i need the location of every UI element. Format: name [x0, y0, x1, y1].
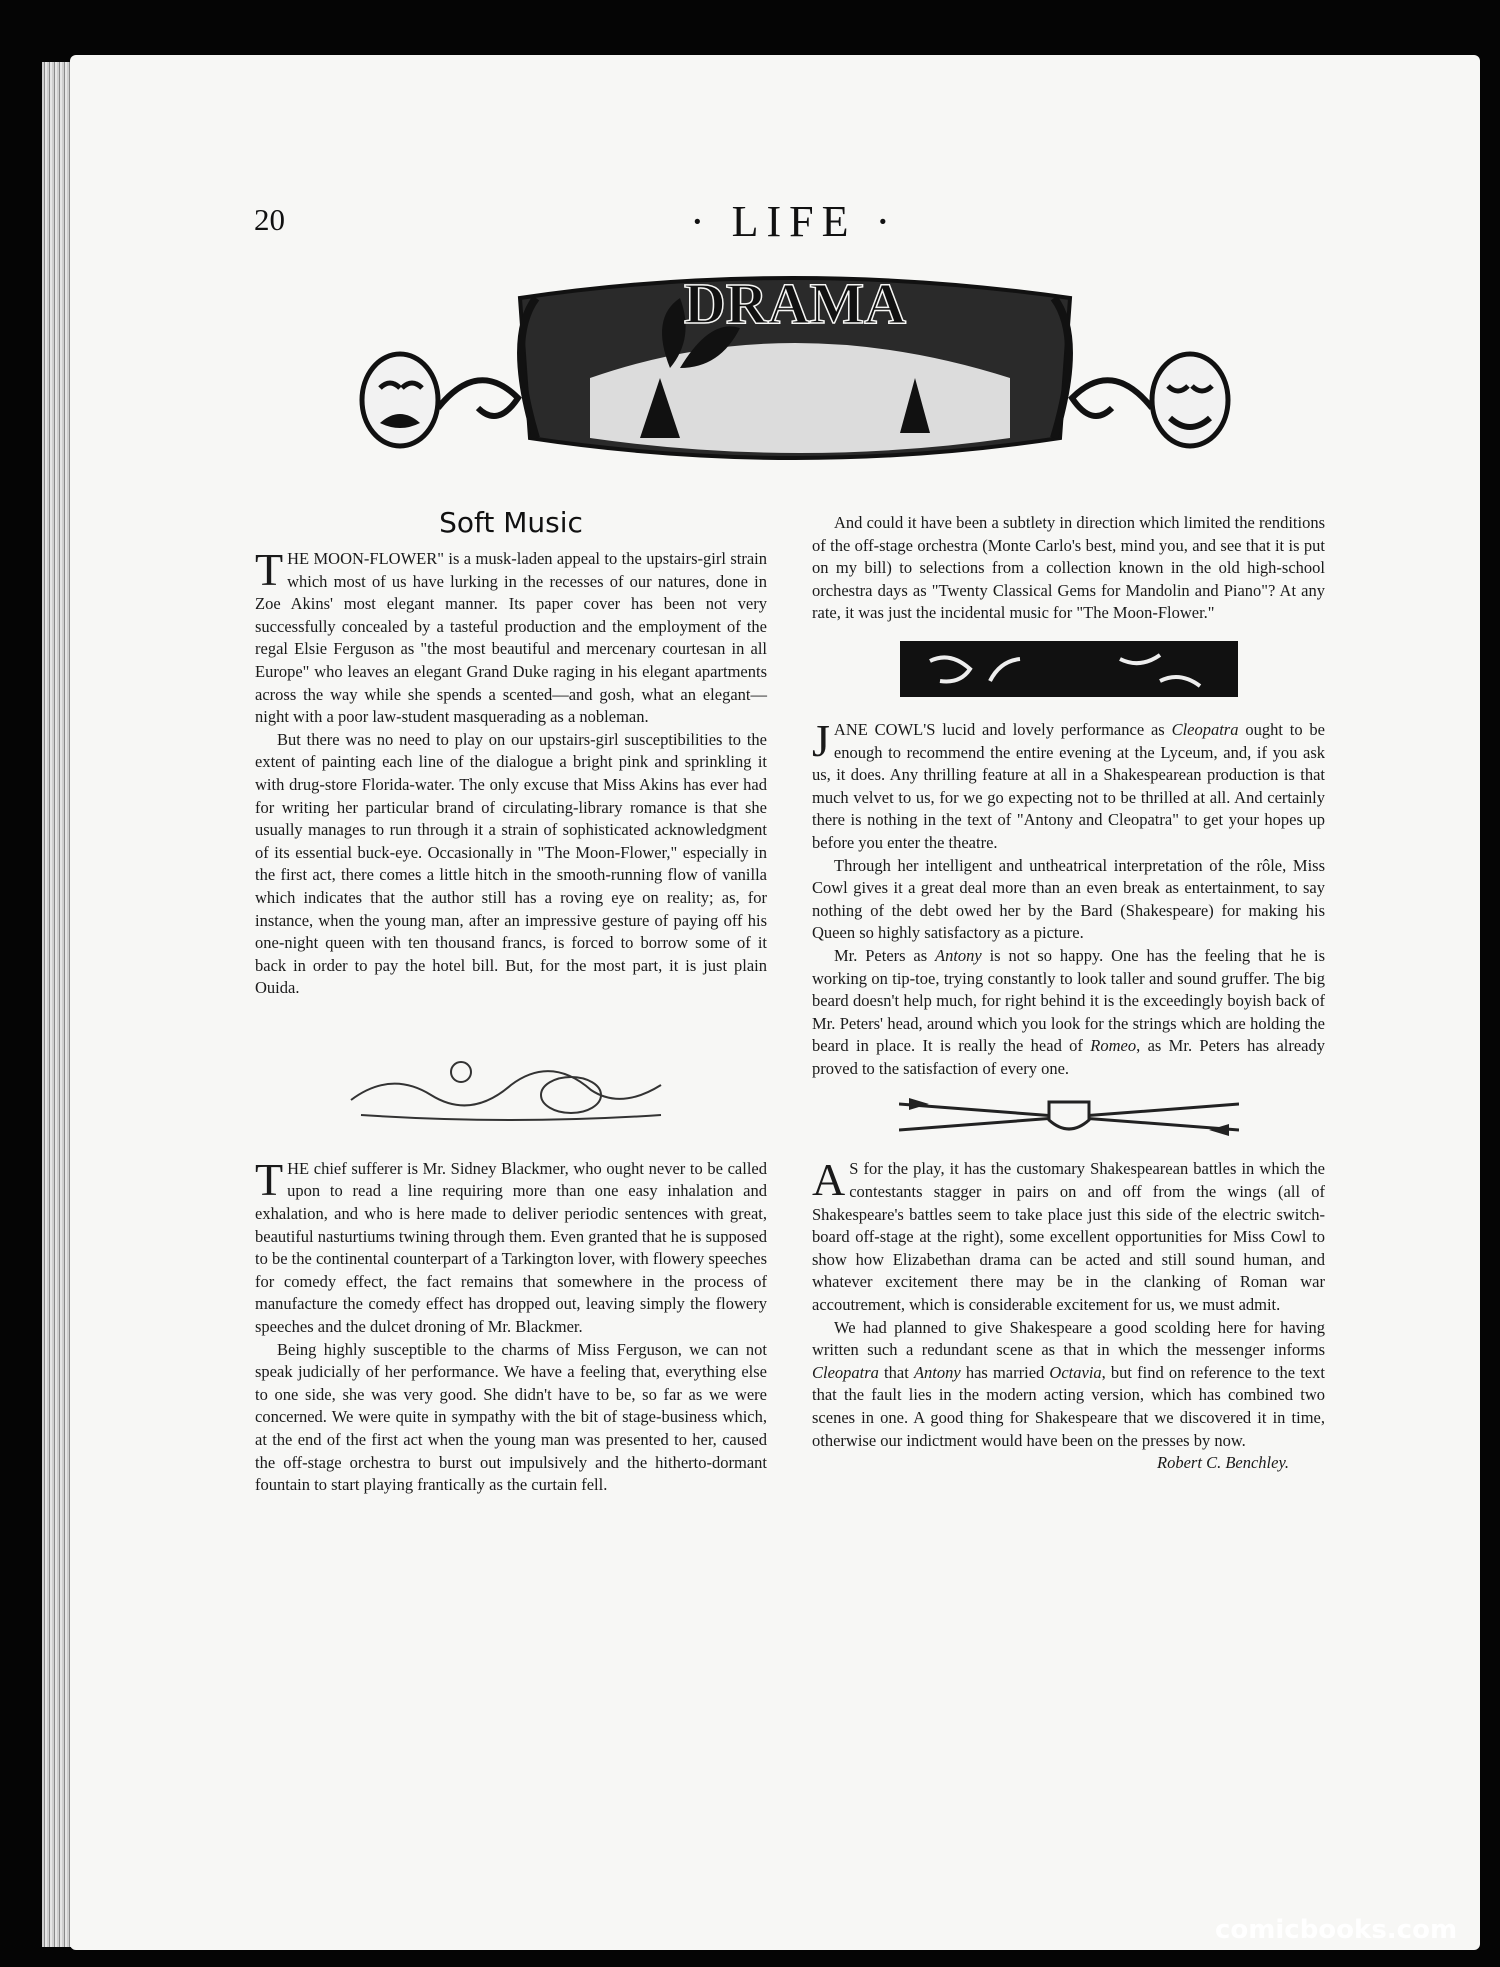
- drop-cap: T: [255, 1153, 284, 1205]
- drama-title: DRAMA: [683, 271, 907, 336]
- right-paragraph-3: Through her intelligent and untheatrical interpretation of the rôle, Miss Cowl gives it a great deal more than an even break as entertainment, to say nothing of the debt owed her by the Bard (Shakespeare) for making his Queen so highly satisfactory as a picture.: [812, 855, 1325, 943]
- nymphs-ornament: [341, 1040, 681, 1130]
- right-paragraph-6: We had planned to give Shakespeare a good scolding here for having written such a redundant scene as that in which the messenger informs Cleopatra that Antony has married Octavia, but find on reference to the text that the fault lies in the modern acting version, which has combined two scenes in one. A good thing for Shakespeare that we discovered it in time, otherwise our indictment would have been on the presses by now. Robert C. Benchley.: [812, 1317, 1325, 1453]
- drop-cap: T: [255, 544, 284, 595]
- left-paragraph-4: Being highly susceptible to the charms of Miss Ferguson, we can not speak judicially of her performance. We have a feeling that, everything else to one side, she was very good. She didn't have to be, so far as we were concerned. We were quite in sympathy with the bit of stage-business which, at the end of the first act when the young man was presented to her, caused the off-stage orchestra to burst out impulsively and the hitherto-dormant fountain to start playing frantically as the curtain fell.: [255, 1339, 767, 1495]
- drop-cap: A: [812, 1154, 846, 1206]
- drama-banner-illustration: [340, 258, 1250, 498]
- right-paragraph-5: A S for the play, it has the customary Shakespearean battles in which the contestants stagger in pairs on and off from the wings (all of Shakespeare's battles seem to take place just this side of the electric switch-board off-stage at the right), some excellent opportunities for Miss Cowl to show how Elizabethan drama can be acted and still sound human, and whatever excitement there may be in the clanking of Roman war accoutrement, which is considerable excitement for us, we must admit.: [812, 1154, 1325, 1315]
- left-paragraph-1: THE MOON-FLOWER" is a musk-laden appeal to the upstairs-girl strain which most of us have lurking in the recesses of our natures, done in Zoe Akins' most elegant manner. Its paper cover has been not very successfully concealed by a tasteful production and the employment of the regal Elsie Ferguson as "the most beautiful and mercenary courtesan in all Europe" who leaves an elegant Grand Duke raging in his elegant apartments across the way while she spends a scented—and gosh, what an elegant—night with a poor law-student masquerading as a nobleman.: [255, 544, 767, 727]
- author-signature: Robert C. Benchley.: [1157, 1453, 1289, 1473]
- left-theatre-mask: [362, 354, 518, 446]
- dancers-ornament: [900, 641, 1238, 697]
- article-heading: Soft Music: [439, 506, 583, 539]
- left-paragraph-2: But there was no need to play on our upstairs-girl susceptibilities to the extent of painting each line of the dialogue a bright pink and sprinkling it with drug-store Florida-water. The only excuse that Miss Akins has ever had for writing her particular brand of circulating-library romance is that she usually manages to run through it a strain of sophisticated acknowledgment of its essential buck-eye. Occasionally in "The Moon-Flower," especially in the first act, there comes a little hitch in the smooth-running flow of vanilla which indicates that the author still has a roving eye on reality; as, for instance, when the young man, after an impressive gesture of paying off his one-night queen with ten thousand francs, is forced to borrow some of it back in order to pay the hotel bill. But, for the most part, it is just plain Ouida.: [255, 729, 767, 998]
- right-theatre-mask: [1072, 354, 1228, 446]
- right-column: [812, 512, 1325, 1475]
- left-paragraph-3: THE chief sufferer is Mr. Sidney Blackmer, who ought never to be called upon to read a line requiring more than one easy inhalation and exhalation, and who is here made to deliver periodic sentences with great, beautiful nasturtiums twining through them. Even granted that he is supposed to be the continental counterpart of a Tarkington lover, with flowery speeches for comedy effect, the fact remains that somewhere in the process of manufacture the comedy effect has dropped out, leaving simply the flowery speeches and the dulcet droning of Mr. Blackmer.: [255, 1153, 767, 1337]
- left-column: [255, 506, 767, 1497]
- drop-cap: J: [812, 714, 830, 766]
- right-paragraph-1: And could it have been a subtlety in direction which limited the renditions of the off-stage orchestra (Monte Carlo's best, mind you, and see that it is put on my bill) to selections from a collection known in the old high-school orchestra days as "Twenty Classical Gems for Mandolin and Piano"? At any rate, it was just the incidental music for "The Moon-Flower.": [812, 513, 1325, 623]
- right-paragraph-4: Mr. Peters as Antony is not so happy. One has the feeling that he is working on tip-toe, trying constantly to look taller and sound gruffer. The big beard doesn't help much, for right behind it is the exceedingly boyish back of Mr. Peters' head, around which you look for the strings which are holding the beard in place. It is really the head of Romeo, as Mr. Peters has already proved to the satisfaction of every one.: [812, 945, 1325, 1078]
- right-paragraph-2: JANE COWL'S lucid and lovely performance as Cleopatra ought to be enough to recommend the entire evening at the Lyceum, and, if you ask us, it does. Any thrilling feature at all in a Shakespearean production is that much velvet to us, for we go expecting not to be thrilled at all. And certainly there is nothing in the text of "Antony and Cleopatra" to get your hopes up before you enter the theatre.: [812, 714, 1325, 852]
- page-number: 20: [254, 202, 285, 237]
- site-watermark: comicbooks.com: [1215, 1915, 1458, 1945]
- crossed-spears-ornament: [899, 1094, 1239, 1140]
- masthead: · LIFE ·: [690, 197, 899, 246]
